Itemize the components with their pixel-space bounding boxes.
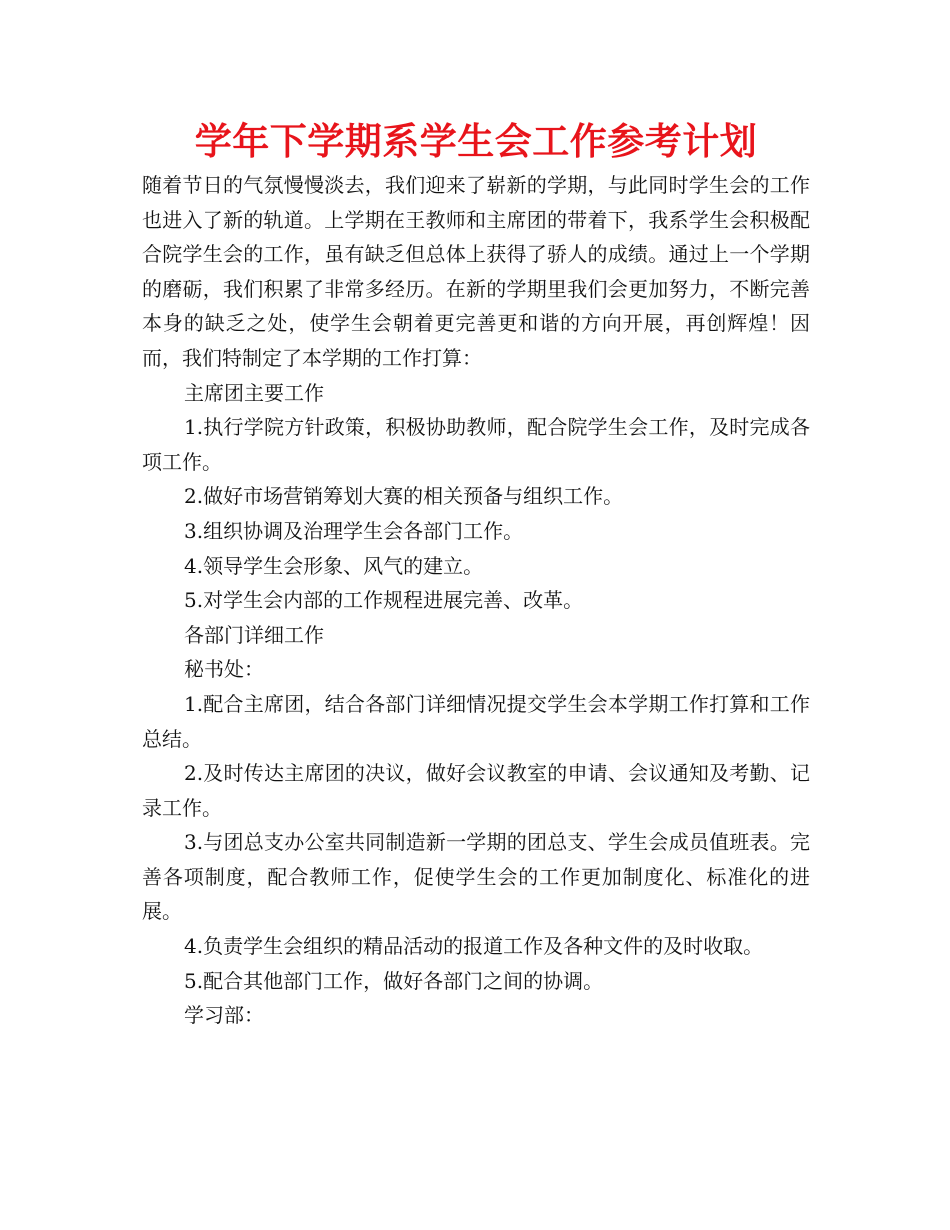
list-item: 1.执行学院方针政策，积极协助教师，配合院学生会工作，及时完成各项工作。: [142, 415, 810, 474]
subsection-heading-study-dept: 学习部：: [184, 1003, 264, 1028]
list-item: 3.与团总支办公室共同制造新一学期的团总支、学生会成员值班表。完善各项制度，配合教师工作，促使学生会的工作更加制度化、标准化的进展。: [142, 830, 810, 924]
document-title: 学年下学期系学生会工作参考计划: [194, 120, 758, 163]
section-heading-departments: 各部门详细工作: [184, 622, 324, 647]
list-item: 4.负责学生会组织的精品活动的报道工作及各种文件的及时收取。: [184, 934, 764, 959]
list-item: 5.配合其他部门工作，做好各部门之间的协调。: [184, 968, 604, 993]
intro-paragraph: 随着节日的气氛慢慢淡去，我们迎来了崭新的学期，与此同时学生会的工作也进入了新的轨道。上学期在王教师和主席团的带着下，我系学生会积极配合院学生会的工作，虽有缺乏但总体上获得了骄人的成绩。通过上一个学期的磨砺，我们积累了非常多经历。在新的学期里我们会更加努力，不断完善本身的缺乏之处，使学生会朝着更完善更和谐的方向开展，再创辉煌！因而，我们特制定了本学期的工作打算：: [142, 173, 810, 370]
list-item: 1.配合主席团，结合各部门详细情况提交学生会本学期工作打算和工作总结。: [142, 691, 810, 751]
subsection-heading-secretariat: 秘书处：: [184, 657, 264, 682]
list-item: 4.领导学生会形象、风气的建立。: [184, 553, 484, 578]
list-item: 2.及时传达主席团的决议，做好会议教室的申请、会议通知及考勤、记录工作。: [142, 761, 810, 820]
section-heading-presidium: 主席团主要工作: [184, 380, 324, 405]
list-item: 2.做好市场营销筹划大赛的相关预备与组织工作。: [184, 484, 624, 509]
document-page: [142, 116, 810, 1033]
list-item: 3.组织协调及治理学生会各部门工作。: [184, 518, 524, 543]
list-item: 5.对学生会内部的工作规程进展完善、改革。: [184, 588, 584, 613]
